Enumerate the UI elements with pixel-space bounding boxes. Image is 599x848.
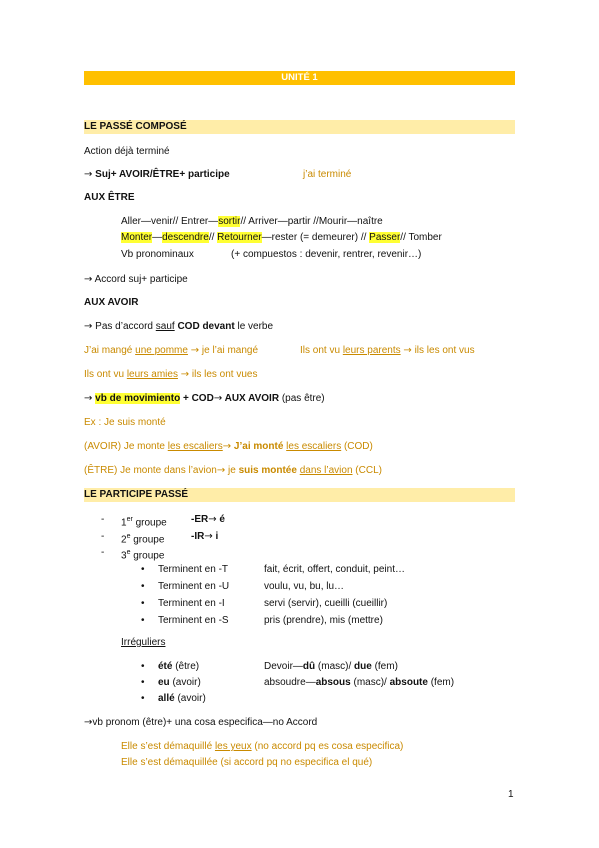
text-span: leurs parents — [342, 345, 401, 356]
text-span: ils les ont vus — [411, 345, 475, 356]
pronominal-example-2: Elle s’est démaquillée (si accord pq no especifica el qué) — [121, 757, 373, 768]
text-span: Devoir— — [264, 661, 303, 672]
text-span: groupe — [130, 550, 165, 562]
text-span: Elle s’est démaquillé — [121, 741, 215, 752]
arrow-icon: → — [84, 717, 93, 728]
text-span: (pas être) — [279, 393, 325, 404]
bullet-icon: • — [141, 615, 145, 626]
text-span: (masc)/ — [315, 661, 355, 672]
arrow-icon: → — [222, 441, 232, 452]
text-span: (CCL) — [352, 465, 382, 476]
rule-example: j’ai terminé — [303, 169, 352, 180]
text-span: Ils ont vu — [84, 369, 127, 380]
aux-avoir-heading: AUX AVOIR — [84, 297, 139, 308]
text-span: une pomme — [135, 345, 188, 356]
arrow-icon: → — [204, 531, 213, 542]
arrow-icon: → — [84, 321, 93, 332]
text-span: 2 — [121, 534, 127, 546]
verb-text: —rester (= demeurer) // — [261, 232, 370, 243]
irreguliers-heading: Irréguliers — [121, 637, 166, 648]
arrow-icon: → — [190, 345, 200, 356]
text-span: + COD — [180, 393, 214, 404]
verb-text: — — [152, 232, 163, 243]
text-span: -IR — [191, 531, 205, 542]
etre-verbs-line-1 — [121, 215, 383, 229]
text-span: eu — [158, 677, 170, 688]
highlighted-verb: sortir — [218, 216, 241, 227]
term-examples: fait, écrit, offert, conduit, peint… — [264, 564, 405, 575]
arrow-icon: → — [84, 169, 93, 180]
bullet-icon: • — [141, 581, 145, 592]
rule-line — [84, 168, 230, 182]
verb-text: Aller—venir// Entrer— — [121, 216, 219, 227]
term-label: Terminent en -T — [158, 564, 229, 575]
text-span: e — [126, 549, 131, 556]
text-span: (fem) — [427, 677, 455, 688]
text-span: é — [216, 514, 225, 525]
text-span: ils les ont vues — [189, 369, 258, 380]
example-line-1 — [84, 344, 258, 358]
text-span: J’ai mangé — [84, 345, 136, 356]
text-span: -ER — [191, 514, 209, 525]
highlighted-verb: Retourner — [217, 232, 262, 243]
group-1 — [121, 513, 167, 530]
text-span: er — [126, 516, 133, 523]
term-examples: pris (prendre), mis (mettre) — [264, 615, 383, 626]
arrow-icon: → — [213, 393, 223, 404]
irregular-participle — [158, 692, 206, 706]
text-span: (AVOIR) Je monte — [84, 441, 168, 452]
text-span: (être) — [172, 661, 200, 672]
text-span: (masc)/ — [350, 677, 390, 688]
text-span: je l’ai mangé — [199, 345, 259, 356]
text-span: (COD) — [341, 441, 373, 452]
term-label: Terminent en -U — [158, 581, 230, 592]
section-heading-passe-compose: LE PASSÉ COMPOSÉ — [84, 120, 515, 134]
verb-text: // Arriver—partir //Mourir—naître — [240, 216, 383, 227]
highlighted-verb: Passer — [369, 232, 401, 243]
verb-text: // Tomber — [400, 232, 442, 243]
verb-text: // — [208, 232, 218, 243]
text-span: dans l’avion — [299, 465, 353, 476]
group-2 — [121, 530, 164, 547]
term-label: Terminent en -S — [158, 615, 229, 626]
text-span: absoudre— — [264, 677, 316, 688]
arrow-icon: → — [84, 274, 93, 285]
text-span: les escaliers — [286, 441, 342, 452]
pronominal-example-1 — [121, 740, 403, 754]
pronominaux-note: (+ compuestos : devenir, rentrer, revenir…) — [231, 249, 422, 260]
text-span: les yeux — [214, 741, 252, 752]
bullet-icon: • — [141, 693, 145, 704]
text-span: COD devant — [174, 321, 235, 332]
text-span: e — [126, 533, 131, 540]
highlighted-verb: Monter — [121, 232, 153, 243]
example-line-5 — [84, 464, 382, 478]
highlighted-text: vb de movimiento — [95, 393, 181, 404]
text-span: les escaliers — [167, 441, 223, 452]
arrow-icon: → — [180, 369, 190, 380]
movimiento-line — [84, 392, 325, 406]
arrow-icon: → — [84, 393, 93, 404]
text-span: été — [158, 661, 173, 672]
accord-line — [84, 273, 188, 287]
text-span: Ils ont vu — [300, 345, 343, 356]
text-span: absoute — [389, 677, 428, 688]
term-examples: voulu, vu, bu, lu… — [264, 581, 345, 592]
text-span: due — [354, 661, 372, 672]
text-span: dû — [302, 661, 316, 672]
text-span: (avoir) — [169, 677, 201, 688]
example-line-4 — [84, 440, 373, 454]
text-span: Pas d’accord — [95, 321, 156, 332]
example-line-3: Ex : Je suis monté — [84, 417, 166, 428]
pas-accord-line — [84, 320, 273, 334]
group-3 — [121, 546, 164, 563]
bullet-icon: • — [141, 598, 145, 609]
group-1-rule — [191, 513, 225, 527]
aux-etre-heading: AUX ÊTRE — [84, 192, 135, 203]
text-span: J’ai monté — [231, 441, 287, 452]
text-span: absous — [315, 677, 351, 688]
text-span: groupe — [132, 517, 167, 529]
text-span: allé — [158, 693, 175, 704]
irregular-participle — [158, 676, 201, 690]
page-title: UNITÉ 1 — [84, 71, 515, 85]
group-dash: - — [101, 547, 105, 558]
section-heading-participe: LE PARTICIPE PASSÉ — [84, 488, 515, 502]
text-span: (avoir) — [174, 693, 206, 704]
text-span: groupe — [130, 534, 165, 546]
group-dash: - — [101, 531, 105, 542]
text-span: i — [212, 531, 219, 542]
text-span: sauf — [155, 321, 175, 332]
term-label: Terminent en -I — [158, 598, 225, 609]
group-2-rule — [191, 530, 218, 544]
text-span: AUX AVOIR — [222, 393, 280, 404]
irregular-participle — [158, 660, 199, 674]
text-span: 1 — [121, 517, 127, 529]
text-span: je — [225, 465, 239, 476]
arrow-icon: → — [216, 465, 226, 476]
text-span: leurs amies — [126, 369, 178, 380]
example-line-2 — [84, 368, 258, 382]
group-dash: - — [101, 514, 105, 525]
text-span: le verbe — [234, 321, 274, 332]
text-span: vb pronom (être)+ una cosa especifica—no Accord — [92, 717, 318, 728]
highlighted-verb: descendre — [162, 232, 209, 243]
intro-line: Action déjà terminé — [84, 146, 170, 157]
etre-verbs-line-2 — [121, 231, 442, 245]
rule-text: Suj+ AVOIR/ÊTRE+ participe — [95, 169, 230, 180]
example-line-1b — [300, 344, 475, 358]
term-examples: servi (servir), cueilli (cueillir) — [264, 598, 388, 609]
arrow-icon: → — [403, 345, 412, 356]
page-number: 1 — [508, 789, 514, 800]
text-span: (ÊTRE) Je monte dans l’avion — [84, 465, 217, 476]
bullet-icon: • — [141, 564, 145, 575]
pronominal-line — [84, 716, 317, 730]
bullet-icon: • — [141, 661, 145, 672]
text-span: (no accord pq es cosa especifica) — [251, 741, 404, 752]
text-span: (fem) — [371, 661, 398, 672]
text-span: 3 — [121, 550, 127, 562]
text-span: suis montée — [238, 465, 297, 476]
bullet-icon: • — [141, 677, 145, 688]
arrow-icon: → — [208, 514, 217, 525]
etre-verbs-line-3: Vb pronominaux — [121, 249, 194, 260]
irregular-example — [264, 676, 454, 690]
accord-text: Accord suj+ participe — [94, 274, 188, 285]
irregular-example — [264, 660, 398, 674]
